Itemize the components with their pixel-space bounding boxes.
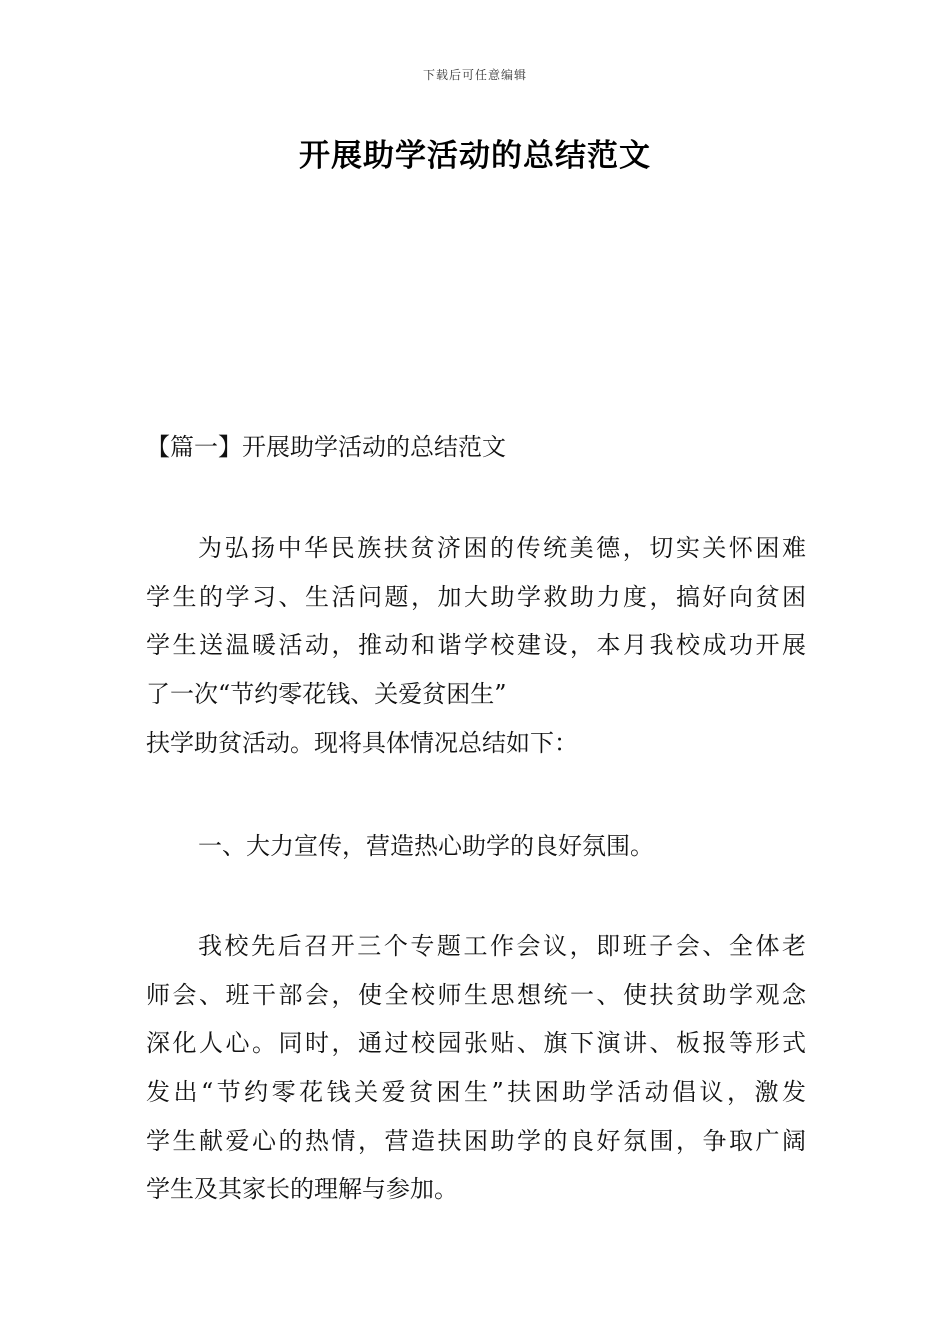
paragraph-line: 学生送温暖活动，推动和谐学校建设，本月我校成功开展	[146, 631, 806, 660]
paragraph-line: 学生的学习、生活问题，加大助学救助力度，搞好向贫困	[146, 582, 806, 611]
paragraph-line: 深化人心。同时，通过校园张贴、旗下演讲、板报等形式	[146, 1029, 806, 1058]
body-paragraph	[146, 922, 806, 1214]
paragraph-line: 发出“节约零花钱关爱贫困生”扶困助学活动倡议，激发	[146, 1078, 806, 1107]
section-heading: 【篇一】开展助学活动的总结范文	[146, 433, 506, 461]
paragraph-line: 学生献爱心的热情，营造扶困助学的良好氛围，争取广阔	[146, 1126, 806, 1155]
subheading-paragraph	[146, 822, 806, 871]
paragraph-line: 师会、班干部会，使全校师生思想统一、使扶贫助学观念	[146, 980, 806, 1009]
intro-paragraph	[146, 524, 806, 767]
document-title: 开展助学活动的总结范文	[299, 138, 651, 174]
subheading-line: 一、大力宣传，营造热心助学的良好氛围。	[198, 832, 654, 860]
paragraph-line: 了一次“节约零花钱、关爱贫困生”	[146, 680, 507, 709]
header-note: 下载后可任意编辑	[422, 68, 527, 82]
paragraph-line: 学生及其家长的理解与参加。	[146, 1175, 458, 1204]
paragraph-line: 扶学助贫活动。现将具体情况总结如下：	[146, 728, 578, 757]
paragraph-line: 我校先后召开三个专题工作会议，即班子会、全体老	[198, 932, 806, 960]
paragraph-line: 为弘扬中华民族扶贫济困的传统美德，切实关怀困难	[198, 534, 806, 562]
